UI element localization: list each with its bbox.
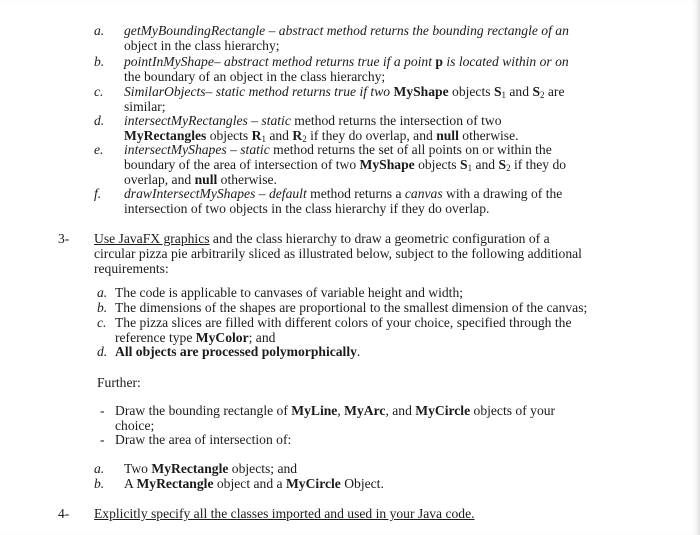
- further-label: Further:: [97, 375, 141, 390]
- bullet-item: Draw the area of intersection of:: [115, 432, 292, 447]
- sub-item: Two MyRectangle objects; and: [124, 461, 298, 476]
- javafx-link[interactable]: Use JavaFX graphics: [94, 231, 210, 246]
- list-marker: f.: [94, 186, 102, 201]
- list-item: intersectMyShapes – static method returns the set of all points on or within the boundary of the area of intersection of two MyShape objects $S_1$ and $S_2$ if they do overlap, and null otherwise.: [124, 142, 567, 187]
- question-number: 3-: [58, 231, 70, 246]
- list-item: SimilarObjects– static method returns true if two MyShape objects $S_1$ and $S_2$ are similar;: [124, 84, 565, 114]
- bullet-item: Draw the bounding rectangle of MyLine, MyArc, and MyCircle objects of your choice;: [115, 403, 556, 433]
- list-marker: c.: [97, 315, 107, 330]
- list-item: intersectMyRectangles – static method returns the intersection of two MyRectangles objects $R_1$ and $R_2$ if they do overlap, and null otherwise.: [124, 113, 519, 144]
- list-marker: d.: [97, 344, 108, 359]
- list-item: drawIntersectMyShapes – default method returns a canvas with a drawing of the intersection of two objects in the class hierarchy if they do overlap.: [124, 186, 563, 216]
- list-marker: e.: [94, 142, 104, 157]
- question-number: 4-: [58, 506, 70, 521]
- list-item: pointInMyShape– abstract method returns true if a point p is located within or on the boundary of an object in the class hierarchy;: [124, 54, 569, 84]
- requirement-item: The code is applicable to canvases of variable height and width;: [115, 285, 464, 300]
- bullet-dash: -: [100, 432, 105, 447]
- list-marker: c.: [94, 84, 104, 99]
- list-marker: a.: [94, 23, 105, 38]
- list-marker: b.: [97, 300, 108, 315]
- list-item: getMyBoundingRectangle – abstract method returns the bounding rectangle of an object in the class hierarchy;: [124, 23, 569, 53]
- list-marker: b.: [94, 476, 105, 491]
- question-text: Use JavaFX graphics and the class hierarchy to draw a geometric configuration of a circular pizza pie arbitrarily sliced as illustrated below, subject to the following additional requirements:: [94, 231, 582, 276]
- requirement-item: The pizza slices are filled with different colors of your choice, specified through the reference type MyColor; and: [115, 315, 572, 345]
- requirement-item: The dimensions of the shapes are proportional to the smallest dimension of the canvas;: [115, 300, 588, 315]
- bullet-dash: -: [100, 403, 105, 418]
- list-marker: b.: [94, 54, 105, 69]
- list-marker: a.: [97, 285, 108, 300]
- requirement-item: All objects are processed polymorphically.: [115, 344, 361, 359]
- question-text: Explicitly specify all the classes imported and used in your Java code.: [94, 506, 475, 521]
- sub-item: A MyRectangle object and a MyCircle Object.: [124, 476, 384, 491]
- list-marker: a.: [94, 461, 105, 476]
- list-marker: d.: [94, 113, 105, 128]
